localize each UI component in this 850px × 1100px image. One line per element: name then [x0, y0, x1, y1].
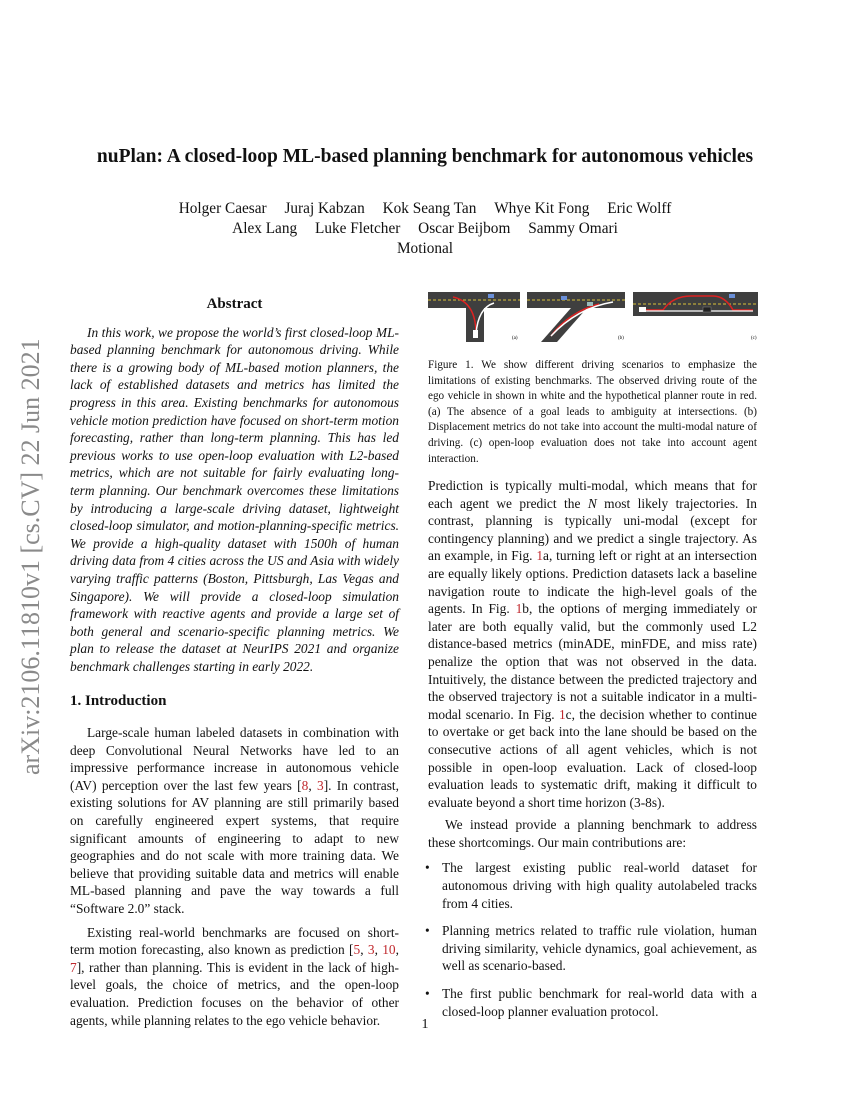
intersection-diagram: [428, 290, 520, 342]
overtake-diagram: [633, 290, 758, 342]
authors-line-2: [0, 220, 850, 238]
figure-link[interactable]: 1: [558, 706, 566, 722]
citation-link[interactable]: 5: [353, 942, 361, 958]
figure-link[interactable]: 1: [515, 601, 523, 617]
author: Luke Fletcher: [314, 220, 401, 237]
contribution-item: • The first public benchmark for real-world data with a closed-loop planner evaluation protocol.: [428, 985, 757, 1020]
citation-link[interactable]: 3: [317, 777, 324, 793]
figure-panel-b: [527, 290, 625, 342]
contribution-item: • The largest existing public real-world dataset for autonomous driving with high quality autolabeled tracks from 4 cities.: [428, 859, 757, 912]
citation-link[interactable]: 7: [70, 959, 77, 975]
author: Oscar Beijbom: [418, 220, 511, 237]
right-paragraph-1: Prediction is typically multi-modal, which means that for each agent we predict the N most likely trajectories. In contrast, planning is typically uni-modal (except for contingency planning) and we predict a single trajectory. As an example, in Fig. 1a, turning left or right at an intersection are equally likely options. Prediction datasets lack a baseline navigation route to indicate the high-level goals of the agents. In Fig. 1b, the options of merging immediately or later are both equally valid, but the commonly used L2 distance-based metrics (minADE, minFDE, and miss rate) penalize the option that was not observed in the data. Intuitively, the distance between the predicted trajectory and the observed trajectory is not a suitable indicator in a multi-modal scenario. In Fig. 1c, the decision whether to continue to overtake or get back into the lane should be based on the consecutive actions of all agent vehicles, which is not possible in open-loop evaluation. Lack of closed-loop evaluation leads to systematic drift, making it difficult to evaluate beyond a short time horizon (3-8s).: [428, 478, 757, 810]
author: Juraj Kabzan: [284, 200, 365, 217]
abstract-heading: Abstract: [206, 296, 263, 312]
abstract-text: In this work, we propose the world’s first closed-loop ML-based planning benchmark for autonomous driving. While there is a growing body of ML-based motion planners, the lack of established datasets and metrics has limited the progress in this area. Existing benchmarks for autonomous vehicle motion prediction have focused on short-term motion forecasting, rather than long-term planning. This has led previous works to use open-loop evaluation with L2-based metrics, which are not suitable for fairly evaluating long-term planning. Our benchmark overcomes these limitations by introducing a large-scale driving dataset, lightweight closed-loop simulator, and motion-planning-specific metrics. We provide a high-quality dataset with 1500h of human driving data from 4 cities across the US and Asia with widely varying traffic patterns (Boston, Pittsburgh, Las Vegas and Singapore). We will provide a closed-loop simulation framework with reactive agents and provide a large set of both general and scenario-specific planning metrics. We plan to release the dataset at NeurIPS 2021 and organize benchmark challenges starting in early 2022.: [70, 324, 399, 674]
panel-label: (b): [618, 336, 624, 341]
citation-link[interactable]: 8: [301, 777, 309, 793]
author: Sammy Omari: [528, 220, 618, 237]
left-column: [70, 296, 399, 1029]
author: Eric Wolff: [607, 200, 672, 217]
intro-heading: 1. Introduction: [70, 693, 167, 710]
figure-panel-c: [633, 290, 758, 342]
intro-paragraph-2: Existing real-world benchmarks are focused on short-term motion forecasting, also known as prediction [5, 3, 10, 7], rather than planning. This is evident in the lack of high-level goals, the choice of metrics, and the open-loop evaluation. Prediction focuses on the behavior of other agents, while planning relates to the ego vehicle behavior.: [70, 924, 399, 1028]
author: Alex Lang: [232, 220, 298, 237]
panel-label: (a): [512, 336, 518, 341]
author: Kok Seang Tan: [382, 200, 477, 217]
right-paragraph-2: We instead provide a planning benchmark to address these shortcomings. Our main contributions are:: [428, 817, 757, 850]
contribution-item: • Planning metrics related to traffic rule violation, human driving similarity, vehicle dynamics, goal achievement, as well as scenario-based.: [428, 922, 757, 975]
citation-link[interactable]: 10: [382, 942, 396, 958]
author: Holger Caesar: [178, 200, 267, 217]
author: Whye Kit Fong: [494, 200, 590, 217]
authors-line-1: [0, 200, 850, 218]
page-number: 1: [421, 1017, 429, 1032]
arxiv-id: arXiv:2106.11810v1 [cs.CV] 22 Jun 2021: [16, 338, 45, 775]
panel-label: (c): [751, 336, 757, 341]
merge-diagram: [527, 290, 625, 342]
figure-panel-a: [428, 290, 520, 342]
figure-caption: Figure 1. We show different driving scenarios to emphasize the limitations of existing benchmarks. The observed driving route of the ego vehicle in shown in white and the hypothetical planner route in red. (a) The absence of a goal leads to ambiguity at intersections. (b) Displacement metrics do not take into account the multi-modal nature of driving. (c) open-loop evaluation does not take into account agent interaction.: [428, 359, 757, 465]
paper-title: nuPlan: A closed-loop ML-based planning benchmark for autonomous vehicles: [96, 146, 754, 167]
citation-link[interactable]: 3: [367, 942, 375, 958]
figure-link[interactable]: 1: [536, 548, 544, 564]
intro-paragraph-1: Large-scale human labeled datasets in combination with deep Convolutional Neural Networks have led to an impressive performance increase in autonomous vehicle (AV) perception over the last few years [8, 3]. In contrast, existing solutions for AV planning are still primarily based on carefully engineered expert systems, that require significant amounts of engineering to adapt to new geographies and do not scale with more training data. We believe that providing suitable data and metrics will enable ML-based planning and pave the way towards a full “Software 2.0” stack.: [70, 725, 399, 916]
right-column: [428, 477, 757, 1030]
affiliation: Motional: [396, 240, 454, 257]
